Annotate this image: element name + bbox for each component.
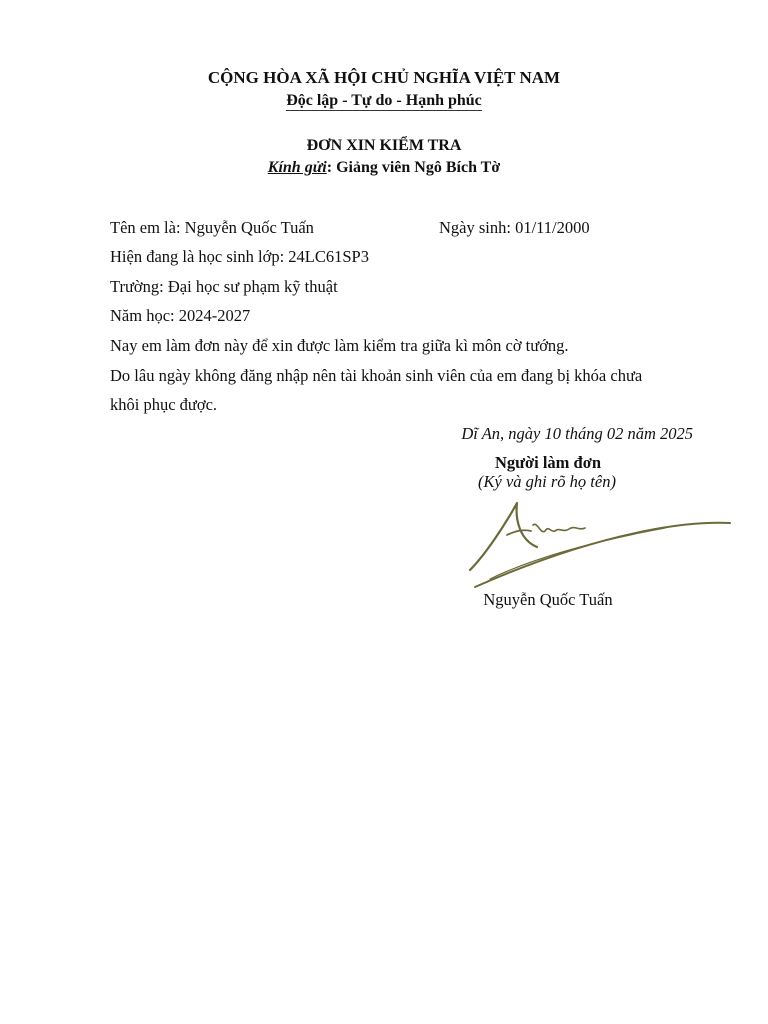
document-title: ĐƠN XIN KIỂM TRA bbox=[306, 137, 462, 154]
signer-title: Người làm đơn bbox=[494, 453, 602, 472]
class-line: Hiện đang là học sinh lớp: 24LC61SP3 bbox=[110, 247, 369, 266]
place-date: Dĩ An, ngày 10 tháng 02 năm 2025 bbox=[461, 424, 693, 443]
birth-date-line: Ngày sinh: 01/11/2000 bbox=[439, 218, 590, 237]
motto-text: Độc lập - Tự do - Hạnh phúc bbox=[286, 92, 482, 109]
school-line: Trường: Đại học sư phạm kỹ thuật bbox=[110, 277, 338, 296]
student-name-line: Tên em là: Nguyễn Quốc Tuấn bbox=[110, 218, 314, 237]
reason-line-1: Do lâu ngày không đăng nhập nên tài khoản sinh viên của em đang bị khóa chưa bbox=[110, 366, 643, 385]
recipient-line bbox=[0, 159, 768, 177]
recipient-value: : Giảng viên Ngô Bích Tờ bbox=[326, 159, 501, 176]
request-line: Nay em làm đơn này để xin được làm kiểm tra giữa kì môn cờ tướng. bbox=[110, 336, 569, 355]
national-motto bbox=[0, 92, 768, 110]
national-title: CỘNG HÒA XÃ HỘI CHỦ NGHĨA VIỆT NAM bbox=[207, 68, 561, 87]
school-year-line: Năm học: 2024-2027 bbox=[110, 306, 251, 325]
signer-name: Nguyễn Quốc Tuấn bbox=[483, 590, 613, 609]
handwritten-signature bbox=[465, 495, 733, 590]
reason-line-2: khôi phục được. bbox=[110, 395, 218, 414]
signer-note: (Ký và ghi rõ họ tên) bbox=[478, 472, 616, 491]
recipient-label: Kính gửi bbox=[267, 159, 327, 176]
